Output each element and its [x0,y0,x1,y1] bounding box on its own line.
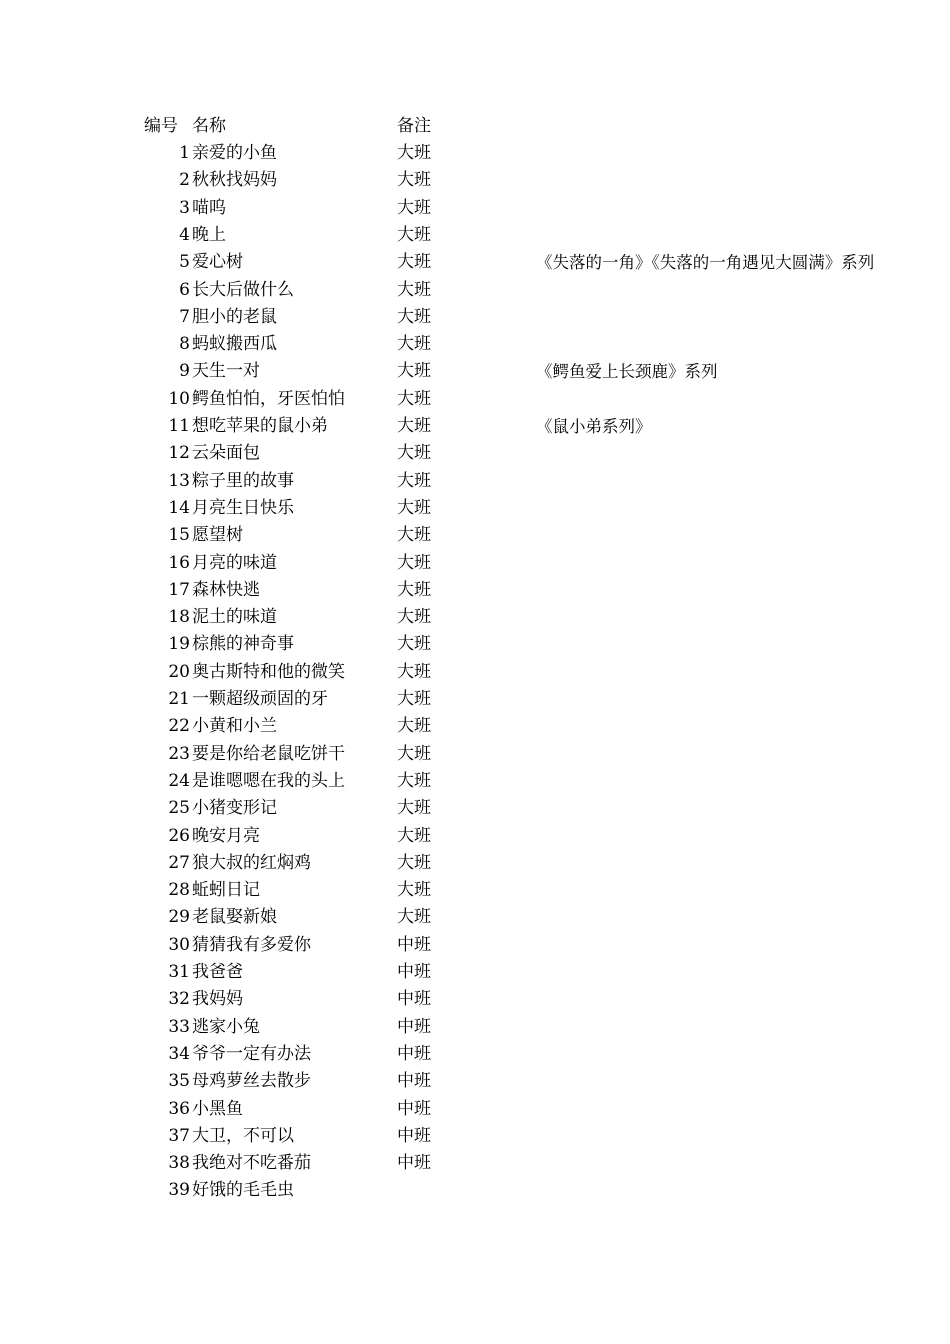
table-row [0,331,950,358]
row-class: 大班 [397,306,431,327]
row-class: 大班 [397,170,431,191]
table-row [0,522,950,549]
row-name: 喵呜 [192,197,226,218]
row-class: 大班 [397,880,431,901]
table-row [0,686,950,713]
row-name: 月亮生日快乐 [192,497,294,518]
row-num: 29 [168,907,190,928]
row-note [536,959,946,986]
row-name: 蚂蚁搬西瓜 [192,334,277,355]
row-name: 大卫，不可以 [192,1125,294,1146]
row-name: 老鼠娶新娘 [192,907,277,928]
table-row [0,386,950,413]
row-note [536,1014,946,1041]
row-class: 大班 [397,279,431,300]
row-class: 大班 [397,443,431,464]
row-class [397,1177,457,1204]
table-row [0,768,950,795]
row-class: 大班 [397,334,431,355]
row-note: 《失落的一角》《失落的一角遇见大圆满》系列 [536,253,875,273]
row-num: 5 [179,252,190,273]
row-note [536,1177,946,1204]
row-note [536,167,946,194]
table-row [0,550,950,577]
row-num: 10 [168,388,190,409]
row-class: 大班 [397,470,431,491]
row-class: 大班 [397,907,431,928]
table-row [0,195,950,222]
row-num: 4 [179,224,190,245]
table-row [0,1014,950,1041]
row-note [536,932,946,959]
row-note [536,550,946,577]
row-num: 7 [179,306,190,327]
row-note [536,1150,946,1177]
row-name: 小黑鱼 [192,1098,243,1119]
table-row [0,1150,950,1177]
table-row [0,1177,950,1204]
row-name: 爷爷一定有办法 [192,1043,311,1064]
row-class: 大班 [397,716,431,737]
row-class: 大班 [397,579,431,600]
header-note: 备注 [397,116,431,136]
row-class: 大班 [397,416,431,436]
row-note [536,577,946,604]
row-name: 月亮的味道 [192,552,277,573]
row-num: 6 [179,279,190,300]
row-name: 想吃苹果的鼠小弟 [192,416,328,436]
row-note [536,741,946,768]
row-num: 28 [168,880,190,901]
row-name: 粽子里的故事 [192,470,294,491]
row-name: 是谁嗯嗯在我的头上 [192,770,345,791]
row-name: 云朵面包 [192,443,260,464]
row-num: 37 [168,1125,190,1146]
row-name: 晚上 [192,224,226,245]
row-num: 21 [168,689,190,709]
row-class: 大班 [397,852,431,873]
row-name: 我绝对不吃番茄 [192,1153,311,1174]
row-class: 大班 [397,798,431,819]
row-class: 大班 [397,224,431,245]
table-row [0,1123,950,1150]
row-name: 好饿的毛毛虫 [192,1180,294,1201]
row-note [536,440,946,467]
table-row [0,468,950,495]
row-class: 大班 [397,252,431,273]
row-class: 中班 [397,989,431,1010]
header-num: 编号 [144,116,178,136]
row-name: 泥土的味道 [192,607,277,628]
row-note [536,1068,946,1095]
row-name: 晚安月亮 [192,825,260,846]
row-note [536,331,946,358]
table-row [0,850,950,877]
table-row [0,877,950,904]
table-row [0,795,950,822]
row-num: 36 [168,1098,190,1119]
row-class: 中班 [397,1043,431,1064]
row-num: 8 [179,334,190,355]
row-note [536,222,946,249]
row-num: 24 [168,770,190,791]
row-num: 25 [168,798,190,819]
row-class: 大班 [397,388,431,409]
row-note [536,631,946,658]
table-row [0,304,950,331]
row-name: 母鸡萝丝去散步 [192,1071,311,1092]
row-num: 22 [168,716,190,737]
row-class: 大班 [397,689,431,709]
table-row [0,713,950,740]
row-num: 2 [179,170,190,191]
row-class: 中班 [397,1125,431,1146]
header-name: 名称 [192,116,226,136]
row-note [536,468,946,495]
table-row [0,1041,950,1068]
table-row [0,277,950,304]
table-row [0,577,950,604]
row-num: 39 [168,1180,190,1201]
table-row [0,659,950,686]
header-row [0,113,950,140]
row-note [536,1041,946,1068]
row-note [536,604,946,631]
table-row [0,1068,950,1095]
row-class: 中班 [397,1098,431,1119]
row-note [536,986,946,1013]
row-name: 逃家小兔 [192,1016,260,1037]
row-num: 23 [168,743,190,764]
row-note [536,823,946,850]
row-class: 大班 [397,634,431,655]
row-class: 大班 [397,525,431,546]
row-name: 蚯蚓日记 [192,880,260,901]
row-num: 14 [168,497,190,518]
row-note [536,877,946,904]
row-num: 35 [168,1071,190,1092]
row-class: 大班 [397,825,431,846]
row-class: 大班 [397,361,431,382]
row-name: 要是你给老鼠吃饼干 [192,743,345,764]
row-class: 大班 [397,197,431,218]
row-name: 小黄和小兰 [192,716,277,737]
table-row [0,932,950,959]
row-class: 大班 [397,743,431,764]
row-note [536,795,946,822]
row-note [536,495,946,522]
table-row [0,140,950,167]
row-note [536,1096,946,1123]
row-class: 大班 [397,661,431,682]
row-name: 天生一对 [192,361,260,382]
row-note [536,277,946,304]
table-row [0,904,950,931]
row-class: 中班 [397,1016,431,1037]
row-class: 大班 [397,143,431,163]
row-name: 狼大叔的红焖鸡 [192,852,311,873]
row-class: 中班 [397,1153,431,1174]
row-class: 大班 [397,607,431,628]
row-note: 《鼠小弟系列》 [536,417,652,436]
row-name: 胆小的老鼠 [192,306,277,327]
row-name: 森林快逃 [192,579,260,600]
row-class: 中班 [397,1071,431,1092]
table-row [0,1096,950,1123]
row-num: 34 [168,1043,190,1064]
row-note [536,768,946,795]
row-class: 大班 [397,552,431,573]
table-row [0,495,950,522]
table-row [0,604,950,631]
row-num: 12 [168,443,190,464]
row-note [536,140,946,167]
row-note [536,713,946,740]
row-num: 33 [168,1016,190,1037]
row-num: 18 [168,607,190,628]
row-num: 38 [168,1153,190,1174]
row-note [536,686,946,713]
row-num: 1 [179,143,190,163]
row-class: 中班 [397,934,431,955]
row-name: 猜猜我有多爱你 [192,934,311,955]
row-name: 秋秋找妈妈 [192,170,277,191]
row-num: 32 [168,989,190,1010]
row-num: 3 [179,197,190,218]
row-note [536,904,946,931]
row-num: 13 [168,470,190,491]
row-note [536,850,946,877]
row-num: 16 [168,552,190,573]
row-name: 一颗超级顽固的牙 [192,689,328,709]
row-name: 奥古斯特和他的微笑 [192,661,345,682]
row-num: 19 [168,634,190,655]
table-row [0,167,950,194]
row-num: 20 [168,661,190,682]
row-note [536,522,946,549]
row-name: 愿望树 [192,525,243,546]
table-row [0,631,950,658]
row-num: 30 [168,934,190,955]
row-name: 亲爱的小鱼 [192,143,277,163]
table-row [0,413,950,440]
row-num: 26 [168,825,190,846]
table-row [0,823,950,850]
row-class: 中班 [397,962,431,982]
row-name: 爱心树 [192,252,243,273]
row-note: 《鳄鱼爱上长颈鹿》系列 [536,362,718,382]
row-note [536,659,946,686]
row-note [536,1123,946,1150]
table-row [0,986,950,1013]
row-num: 11 [168,416,190,436]
row-num: 15 [168,525,190,546]
row-name: 鳄鱼怕怕，牙医怕怕 [192,388,345,409]
row-note [536,195,946,222]
table-row [0,249,950,276]
table-row [0,440,950,467]
row-note [536,386,946,413]
table-row [0,222,950,249]
row-note [536,304,946,331]
row-name: 小猪变形记 [192,798,277,819]
table-row [0,358,950,385]
row-name: 棕熊的神奇事 [192,634,294,655]
row-num: 27 [168,852,190,873]
table-row [0,741,950,768]
row-class: 大班 [397,770,431,791]
row-num: 17 [168,579,190,600]
row-num: 31 [168,962,190,982]
table-row [0,959,950,986]
row-name: 我爸爸 [192,962,243,982]
row-name: 我妈妈 [192,989,243,1010]
row-class: 大班 [397,497,431,518]
row-name: 长大后做什么 [192,279,294,300]
row-num: 9 [179,361,190,382]
